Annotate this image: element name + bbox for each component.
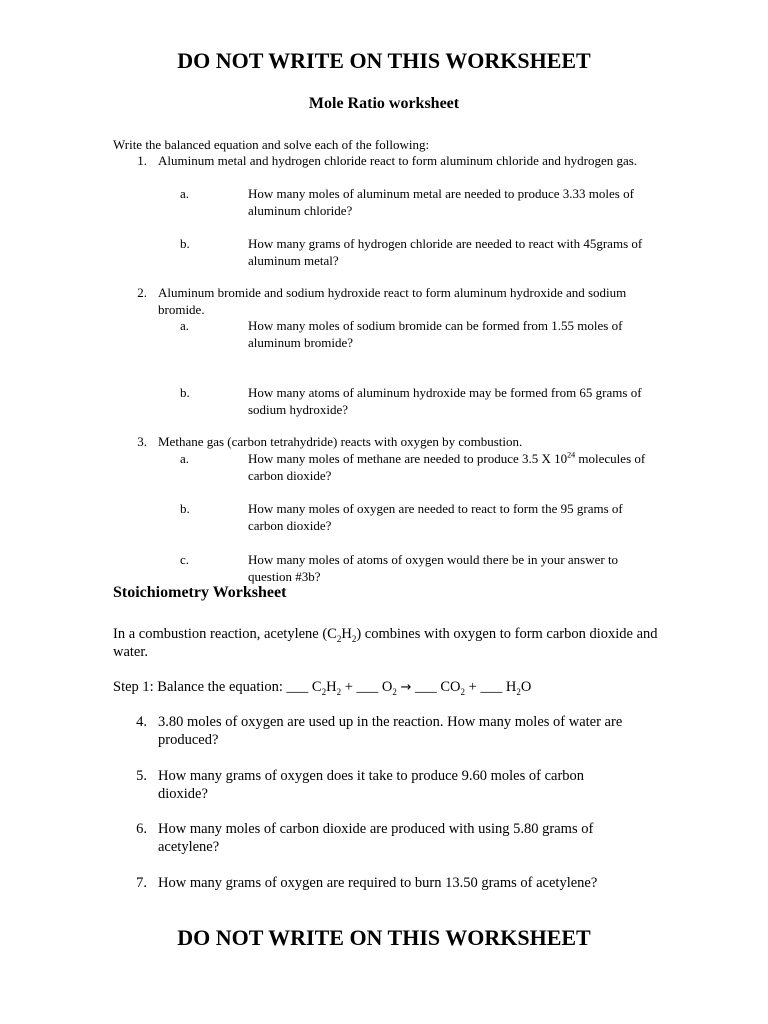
stoich-intro: In a combustion reaction, acetylene $(C_2H_2)$ combines with oxygen to form carbon dioxide and water. [113, 626, 658, 660]
instructions: Write the balanced equation and solve each of the following: [113, 137, 430, 152]
question-text: How many grams of oxygen are required to burn 13.50 grams of acetylene? [158, 875, 598, 891]
question-number: 6. [136, 821, 147, 837]
part-letter: b. [180, 385, 190, 400]
balance-step: Step 1: Balance the equation: ___ $C_2H_2$ + ___ $O_2$ → ___ $CO_2$ + ___ $H_2O$ [113, 679, 532, 697]
question-text: Aluminum metal and hydrogen chloride react to form aluminum chloride and hydrogen gas. [158, 153, 638, 168]
footer-title: DO NOT WRITE ON THIS WORKSHEET [177, 925, 591, 950]
part-letter: b. [180, 501, 190, 516]
part-text: How many grams of hydrogen chloride are needed to react with 45grams of aluminum metal? [248, 236, 643, 268]
question-text: Aluminum bromide and sodium hydroxide react to form aluminum hydroxide and sodium bromide. [158, 285, 627, 317]
part-letter: a. [180, 318, 190, 333]
part-text: How many moles of aluminum metal are needed to produce 3.33 moles of aluminum chloride? [248, 186, 634, 218]
question-number: 7. [136, 875, 147, 891]
part-text: How many atoms of aluminum hydroxide may be formed from 65 grams of sodium hydroxide? [248, 385, 642, 417]
part-letter: b. [180, 236, 190, 251]
question-number: 4. [136, 714, 147, 730]
worksheet-subtitle: Mole Ratio worksheet [308, 95, 460, 112]
question-text: Methane gas (carbon tetrahydride) reacts with oxygen by combustion. [158, 434, 523, 449]
question-number: 1. [137, 153, 147, 168]
question-number: 2. [137, 285, 147, 300]
part-text: How many moles of methane are needed to produce 3.5 X $10^{24}$ molecules of carbon dioxide? [248, 450, 646, 483]
question-text: 3.80 moles of oxygen are used up in the reaction. How many moles of water are produced? [158, 714, 623, 748]
question-number: 3. [137, 434, 147, 449]
part-text: How many moles of sodium bromide can be formed from 1.55 moles of aluminum bromide? [248, 318, 623, 350]
question-number: 5. [136, 768, 147, 784]
question-text: How many grams of oxygen does it take to produce 9.60 moles of carbon dioxide? [158, 768, 585, 802]
part-letter: a. [180, 186, 190, 201]
arrow-icon: → [400, 680, 412, 695]
section-heading: Stoichiometry Worksheet [113, 584, 287, 601]
part-text: How many moles of oxygen are needed to react to form the 95 grams of carbon dioxide? [248, 501, 623, 533]
page-title: DO NOT WRITE ON THIS WORKSHEET [177, 48, 591, 73]
part-letter: c. [180, 552, 190, 567]
question-text: How many moles of carbon dioxide are produced with using 5.80 grams of acetylene? [158, 821, 594, 855]
part-letter: a. [180, 451, 190, 466]
exponent: 24 [567, 450, 576, 460]
part-text: How many moles of atoms of oxygen would there be in your answer to question #3b? [248, 552, 619, 584]
